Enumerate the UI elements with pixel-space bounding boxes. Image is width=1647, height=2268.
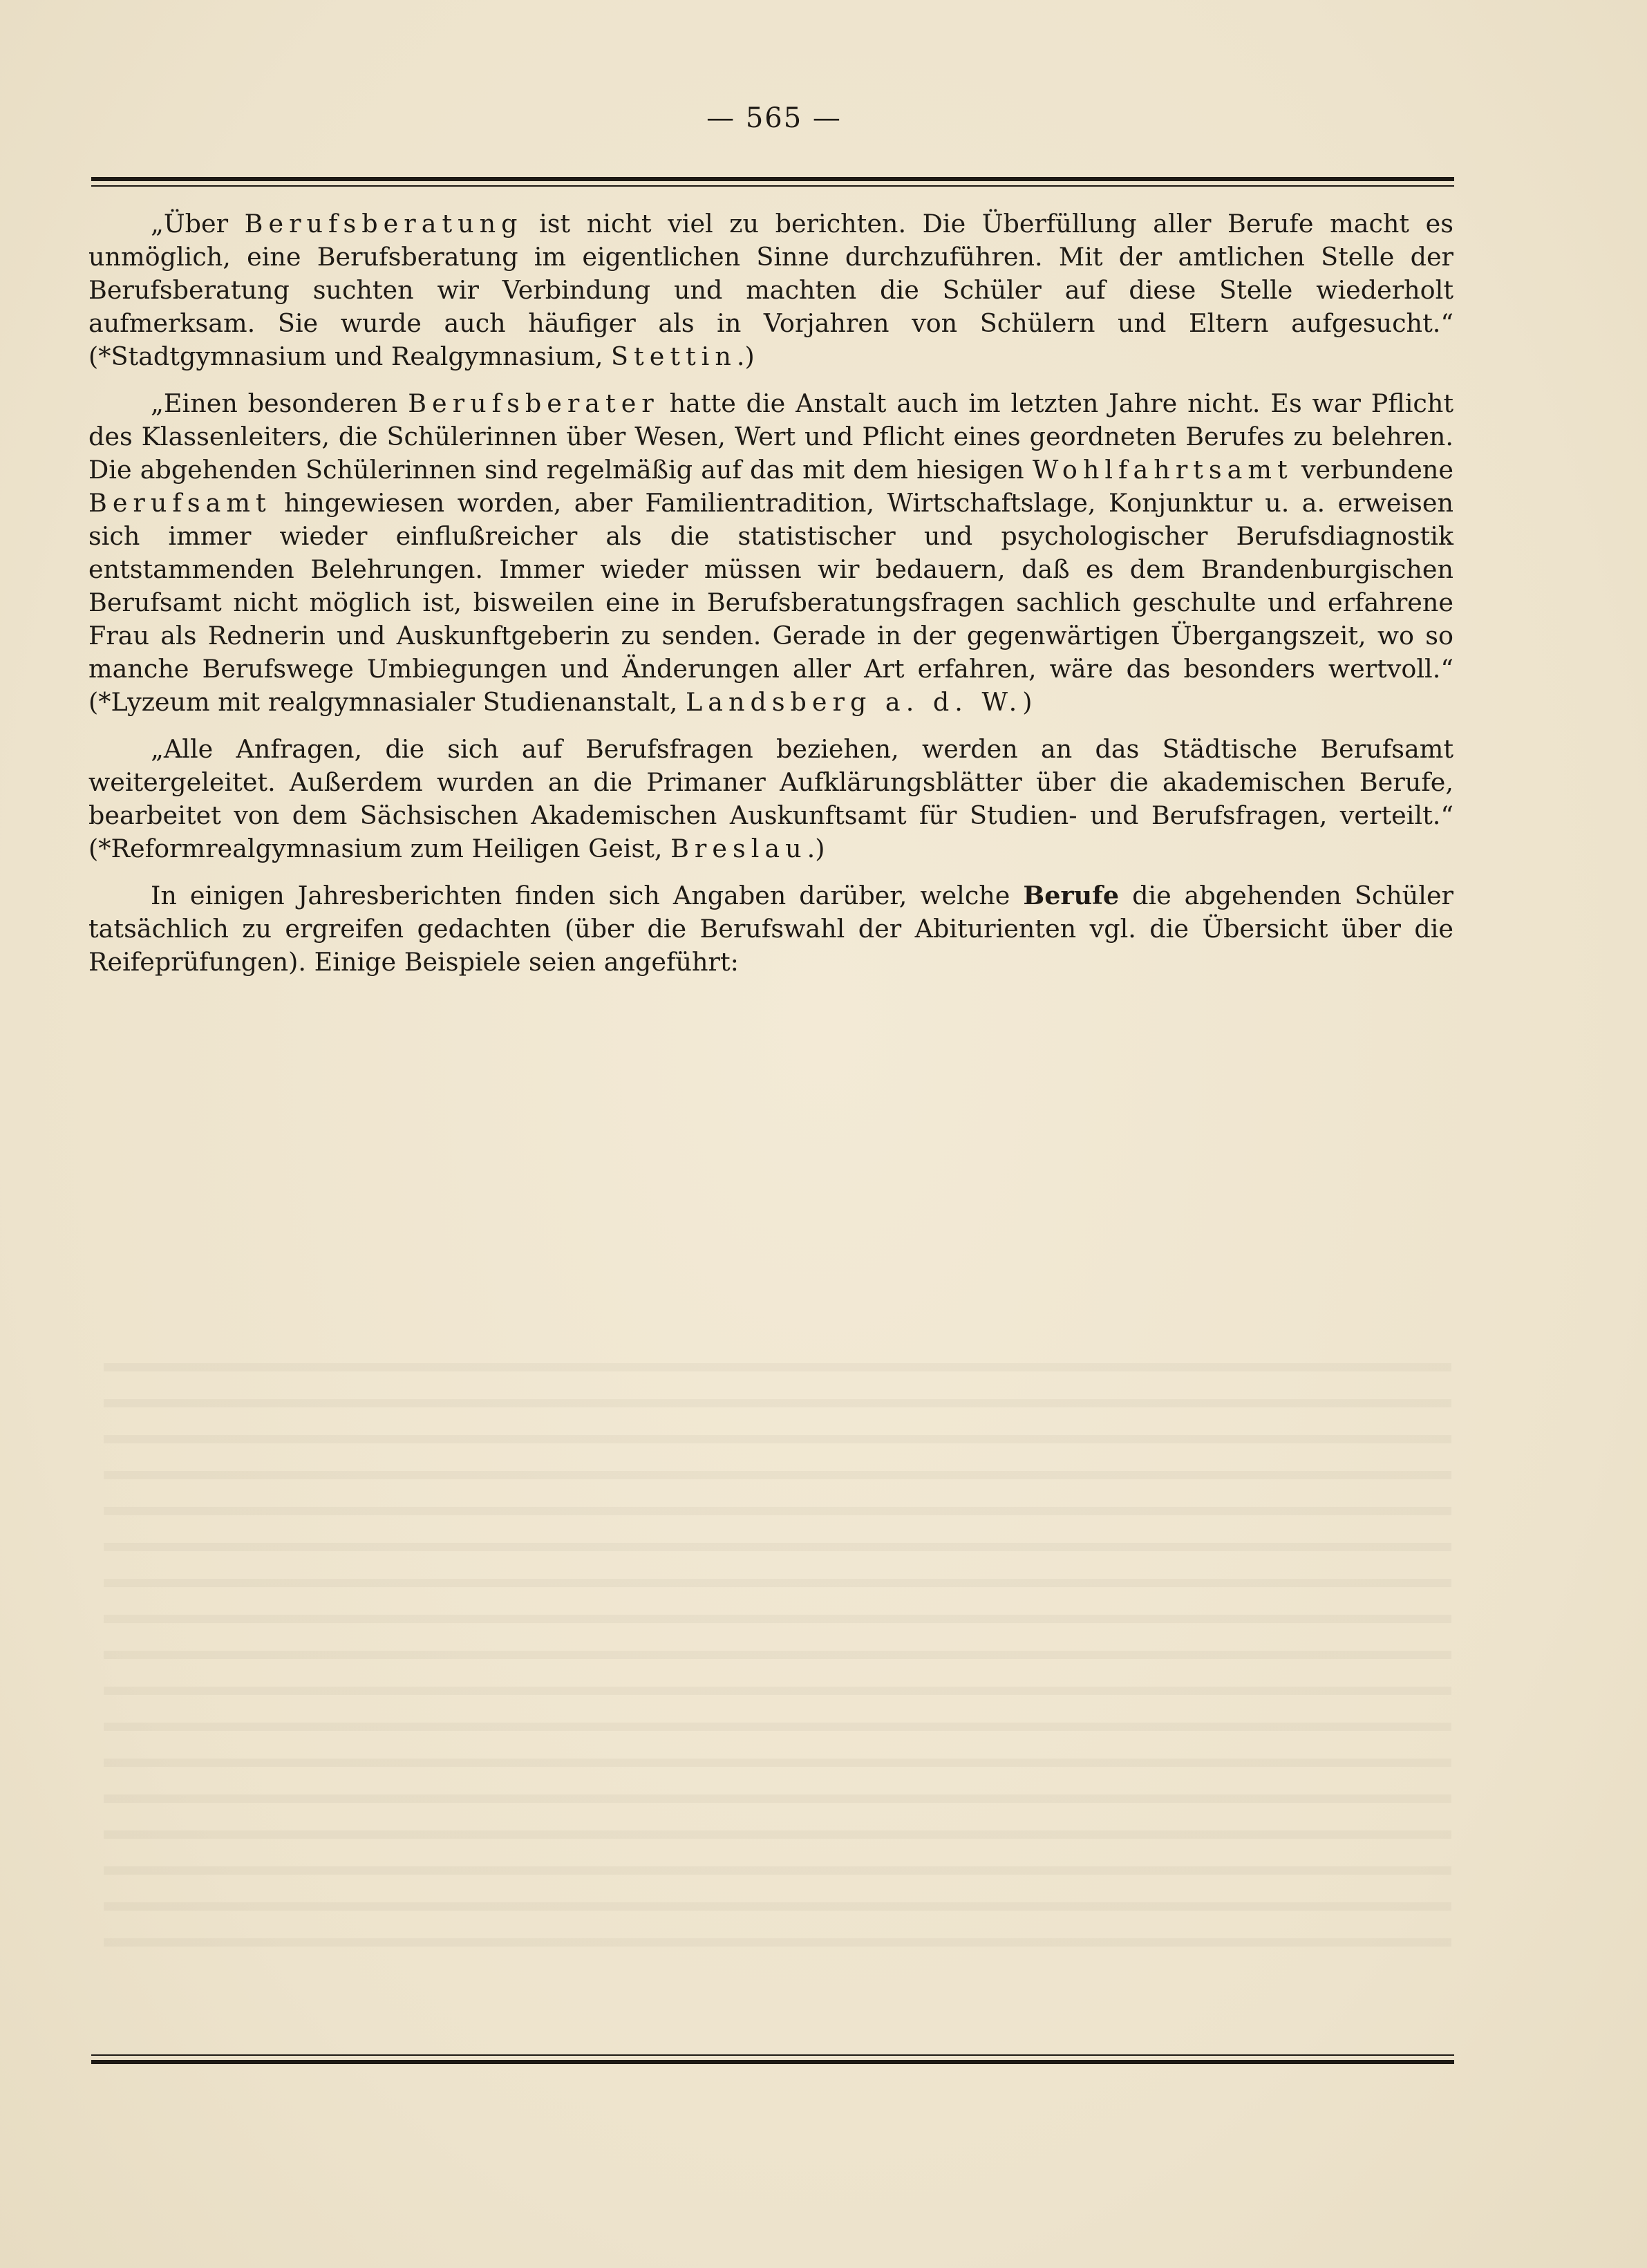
text-segment: ) [1022,687,1033,717]
text-segment: .) [736,341,755,371]
text-segment: Stettin [611,341,737,371]
body-text [88,207,1453,993]
text-segment: „Einen besonderen [151,388,408,418]
text-segment: .) [807,834,825,863]
bleed-through [104,1348,1451,1970]
text-segment: Landsberg a. d. W. [685,687,1023,717]
text-segment: hatte die Anstalt auch im letzten Jahre nicht. Es war Pflicht des Klassenleiters, die Schülerinnen über Wesen, Wert und Pflicht eines geordneten Berufes zu belehren. Die abgehenden Schülerinnen sind regelmäßig auf das mit dem hiesigen [88,388,1454,485]
text-segment: „Über [151,209,245,238]
text-segment: „Alle Anfragen, die sich auf Berufsfragen beziehen, werden an das Städtische Berufsamt weitergeleitet. Außerdem wurden an die Primaner Aufklärungsblätter über die akademischen Berufe, bearbeitet von dem Sächsischen Akademischen Auskunftsamt für Studien- und Berufsfragen, verteilt.“ (*Reformrealgymnasium zum Heiligen Geist, [88,734,1453,863]
paragraph [88,387,1453,719]
text-segment: hingewiesen worden, aber Familientradition, Wirtschaftslage, Konjunktur u. a. erweisen sich immer wieder einflußreicher als die statistischer und psychologischer Berufsdiagnostik entstammenden Belehrungen. Immer wieder müssen wir bedauern, daß es dem Brandenburgischen Berufsamt nicht möglich ist, bisweilen eine in Berufsberatungsfragen sachlich geschulte und erfahrene Frau als Rednerin und Auskunftgeberin zu senden. Gerade in der gegenwärtigen Übergangszeit, wo so manche Berufswege Umbiegungen und Änderungen aller Art erfahren, wäre das besonders wertvoll.“ (*Lyzeum mit realgymnasialer Studienanstalt, [88,488,1453,717]
text-segment: Berufe [1023,881,1120,910]
paragraph [88,207,1453,373]
header-rule [91,177,1454,187]
text-segment: die abgehenden Schüler tatsächlich zu ergreifen gedachten (über die Berufswahl der Abiturienten vgl. die Übersicht über die Reifeprüfungen). Einige Beispiele seien angeführt: [88,881,1453,977]
text-segment: Breslau [670,834,807,863]
text-segment: Berufsamt [88,488,272,518]
paragraph [88,879,1453,979]
text-segment: ist nicht viel zu berichten. Die Überfüllung aller Berufe macht es unmöglich, eine Berufsberatung im eigentlichen Sinne durchzuführen. Mit der amtlichen Stelle der Berufsberatung suchten wir Verbindung und machten die Schüler auf diese Stelle wiederholt aufmerksam. Sie wurde auch häufiger als in Vorjahren von Schülern und Eltern aufgesucht.“ (*Stadtgymnasium und Realgymnasium, [88,209,1453,371]
text-segment: In einigen Jahresberichten finden sich Angaben darüber, welche [151,881,1024,910]
text-segment: verbundene [1292,455,1453,485]
text-segment: Berufsberatung [244,209,523,238]
text-segment: Berufsberater [408,388,659,418]
paragraph [88,733,1453,865]
page-number: — 565 — [706,102,842,134]
footer-rule [91,2054,1454,2064]
text-segment: Wohlfahrtsamt [1032,455,1293,485]
